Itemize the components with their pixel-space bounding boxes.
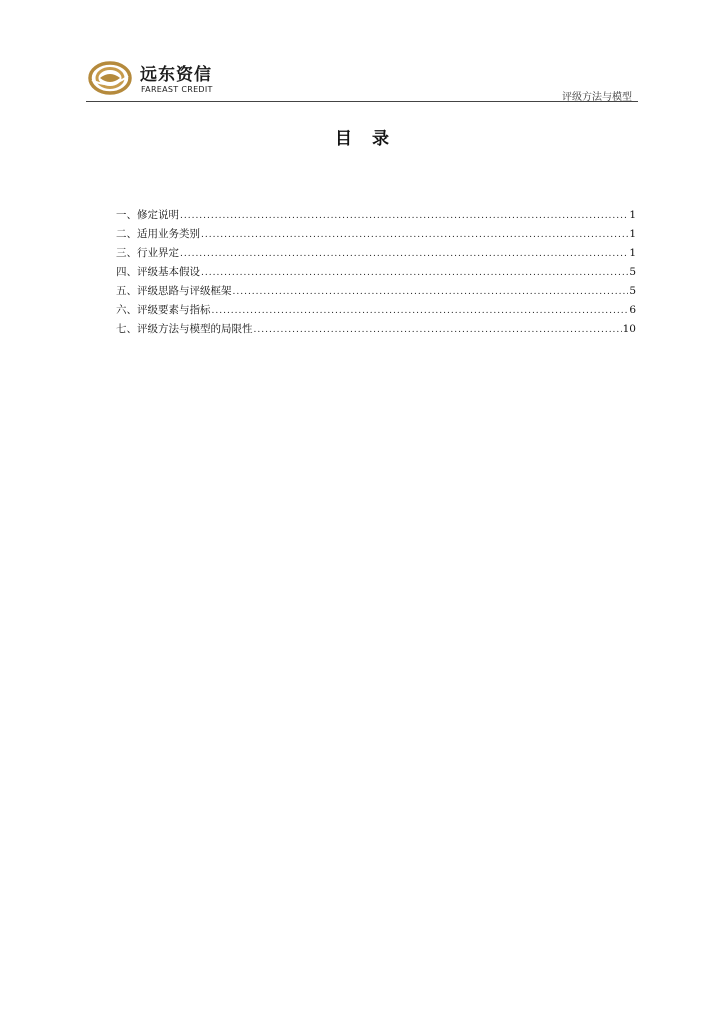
toc-entry-page: 10 xyxy=(622,323,636,335)
toc-dot-leader xyxy=(180,245,628,264)
toc-entry-page: 1 xyxy=(629,228,636,240)
toc-entry[interactable] xyxy=(116,301,636,320)
logo-emblem-icon xyxy=(88,60,134,96)
toc-entry[interactable] xyxy=(116,282,636,301)
toc-entry-label: 七、评级方法与模型的局限性 xyxy=(116,323,253,335)
toc-dot-leader xyxy=(212,302,629,321)
toc-entry-label: 三、行业界定 xyxy=(116,247,179,259)
logo-chinese-name: 远东资信 xyxy=(140,65,212,85)
toc-entry-label: 二、适用业务类别 xyxy=(116,228,200,240)
toc-entry-page: 1 xyxy=(629,209,636,221)
toc-entry[interactable] xyxy=(116,320,636,339)
toc-entry[interactable] xyxy=(116,206,636,225)
toc-entry-page: 1 xyxy=(629,247,636,259)
toc-entry[interactable] xyxy=(116,225,636,244)
toc-dot-leader xyxy=(180,207,628,226)
toc-entry[interactable] xyxy=(116,263,636,282)
toc-title: 目录 xyxy=(335,129,409,149)
toc-entry-label: 四、评级基本假设 xyxy=(116,266,200,278)
logo-english-name: FAREAST CREDIT xyxy=(141,85,213,94)
company-logo xyxy=(86,58,230,98)
toc-dot-leader xyxy=(201,226,628,245)
toc-dot-leader xyxy=(201,264,628,283)
toc-entry-page: 5 xyxy=(629,285,636,297)
toc-entry-label: 一、修定说明 xyxy=(116,209,179,221)
toc-entry-page: 5 xyxy=(629,266,636,278)
table-of-contents xyxy=(116,206,636,339)
header-document-title: 评级方法与模型 xyxy=(562,92,632,103)
toc-dot-leader xyxy=(233,283,629,302)
toc-dot-leader xyxy=(254,321,622,340)
page-header xyxy=(86,52,638,104)
toc-entry-page: 6 xyxy=(629,304,636,316)
toc-entry-label: 五、评级思路与评级框架 xyxy=(116,285,232,297)
toc-entry-label: 六、评级要素与指标 xyxy=(116,304,211,316)
toc-entry[interactable] xyxy=(116,244,636,263)
header-divider xyxy=(86,101,638,102)
